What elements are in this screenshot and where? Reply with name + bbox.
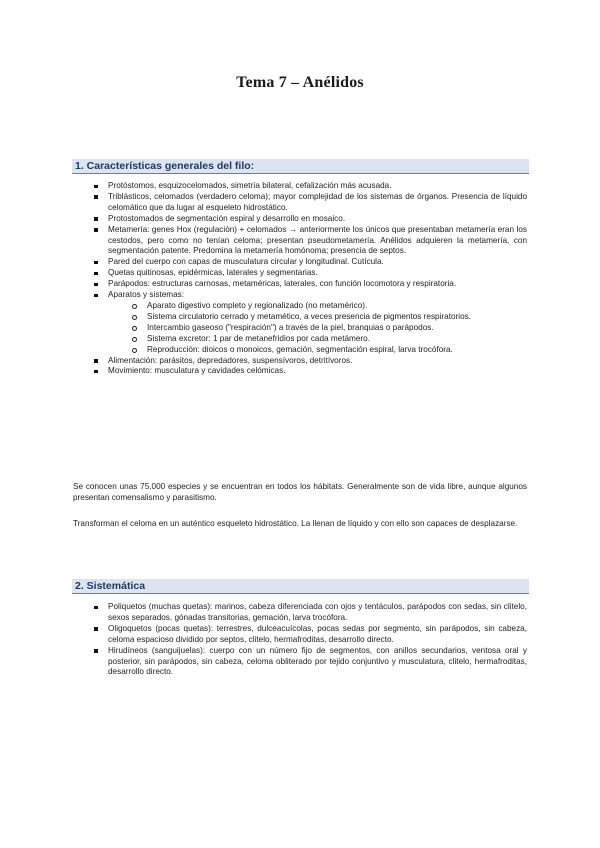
section-1-heading: 1. Características generales del filo: [72,159,529,174]
list-item: Poliquetos (muchas quetas): marinos, cabeza diferenciada con ojos y tentáculos, parápodos con sedas, sin clitelo, sexos separados, gónadas transitorias, gemación, larva trocófora. [91,602,527,624]
list-item: Protostomados de segmentación espiral y desarrollo en mosaico. [91,214,527,225]
sub-list-item: Sistema excretor: 1 par de metanefridios por cada metámero. [108,334,527,345]
list-item: Movimiento: musculatura y cavidades celómicas. [91,366,527,377]
section-1-list [91,181,527,377]
list-item: Protóstomos, esquizocelomados, simetría bilateral, cefalización más acusada. [91,181,527,192]
sub-list-item: Reproducción: dioicos o monoicos, gemación, segmentación espiral, larva trocófora. [108,345,527,356]
sub-list [108,301,527,356]
sub-list-item: Aparato digestivo completo y regionalizado (no metamérico). [108,301,527,312]
list-item: Alimentación: parásitos, depredadores, suspensívoros, detritívoros. [91,356,527,367]
section-2-list [91,602,527,678]
list-item-aparatos [91,290,527,355]
sub-list-item: Intercambio gaseoso ("respiración") a través de la piel, branquias o parápodos. [108,323,527,334]
document-title: Tema 7 – Anélidos [236,74,364,91]
list-item: Quetas quitinosas, epidérmicas, laterales y segmentarias. [91,268,527,279]
sub-list-item: Sistema circulatorio cerrado y metamético, a veces presencia de pigmentos respiratorios. [108,312,527,323]
list-item: Triblásticos, celomados (verdadero celoma); mayor complejidad de los sistemas de órganos. Presencia de líquido celomático que da lugar al esqueleto hidrostático. [91,192,527,214]
paragraph: Transforman el celoma en un auténtico esqueleto hidrostático. La llenan de líquido y con ello son capaces de desplazarse. [73,519,518,528]
paragraph: Se conocen unas 75.000 especies y se encuentran en todos los hábitats. Generalmente son de vida libre, aunque algunos presentan comensalismo y parasitismo. [73,482,527,503]
list-item-label: Aparatos y sistemas: [108,290,184,300]
list-item: Parápodos: estructuras carnosas, metaméricas, laterales, con función locomotora y respiratoria. [91,279,527,290]
list-item: Hirudíneos (sanguijuelas): cuerpo con un número fijo de segmentos, con anillos secundarios, ventosa oral y posterior, sin parápodos, sin cabeza, celoma obliterado por tejido conjuntivo y musculatura, clitelo, hermafroditas, desarrollo directo. [91,646,527,679]
list-item: Oligoquetos (pocas quetas): terrestres, dulceacuícolas, pocas sedas por segmento, sin parápodos, sin cabeza, celoma espacioso dividido por septos, clitelo, hermafroditas, desarrollo directo. [91,624,527,646]
list-item: Pared del cuerpo con capas de musculatura circular y longitudinal. Cutícula. [91,257,527,268]
section-2-heading: 2. Sistemática [72,579,529,594]
list-item: Metamería: genes Hox (regulación) + celomados → anteriormente los únicos que presentaban metamería eran los cestodos, pero como no tenían celoma; presentan pseudometamería. Anélidos adquieren la metamería, con segmentación patente. Predomina la metamería homónoma; presencia de septos. [91,225,527,258]
